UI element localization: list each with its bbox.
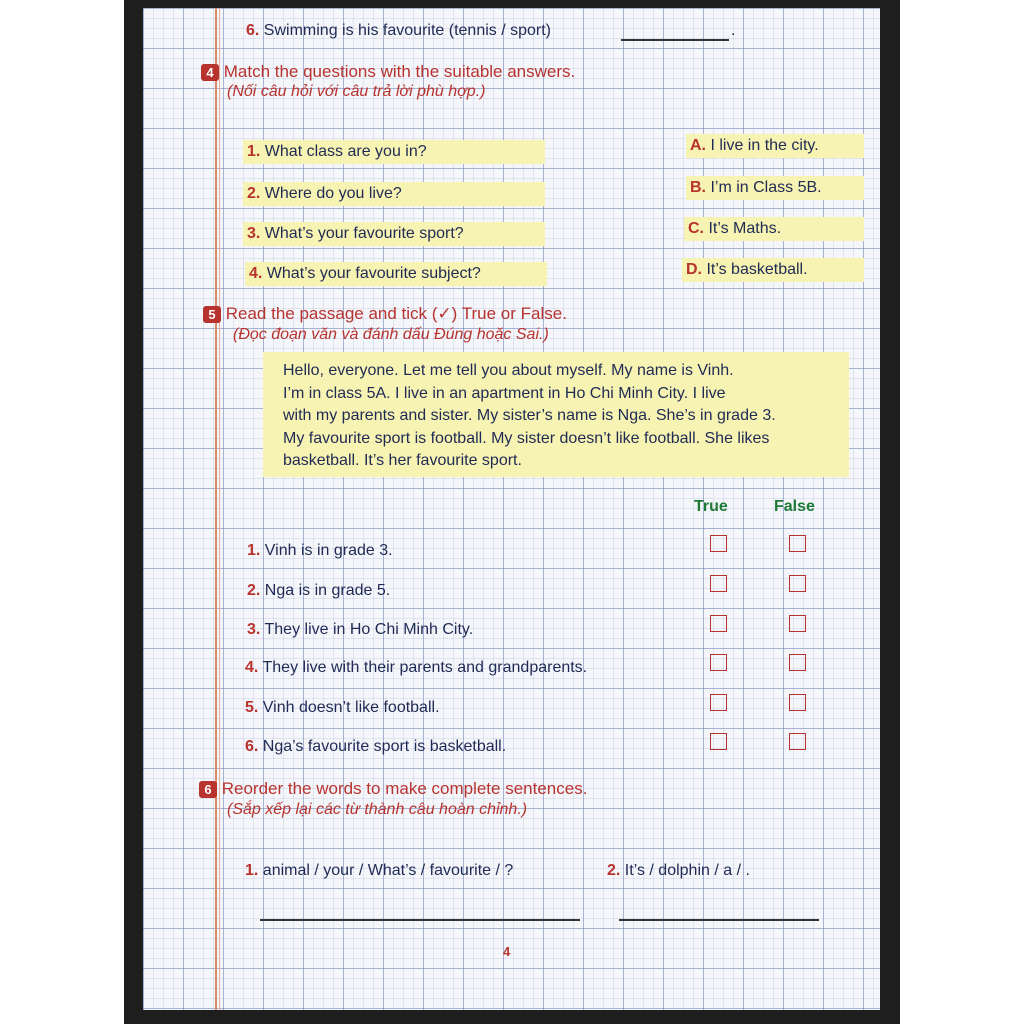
ex4-subtitle: (Nối câu hỏi với câu trả lời phù hợp.) — [227, 83, 486, 100]
true-checkbox-2[interactable] — [710, 575, 727, 592]
ex5-subtitle: (Đọc đoạn văn và đánh dấu Đúng hoặc Sai.) — [233, 326, 549, 343]
passage-line: with my parents and sister. My sister’s name is Nga. She’s in grade 3. — [283, 407, 776, 424]
statement-number: 4. — [245, 659, 259, 676]
statement-number: 2. — [247, 582, 261, 599]
ex6-title: Reorder the words to make complete sentences. — [221, 779, 588, 798]
statement-text: Nga’s favourite sport is basketball. — [262, 738, 507, 755]
answer-text: It’s basketball. — [706, 261, 808, 278]
false-checkbox-1[interactable] — [789, 535, 806, 552]
statement-3 — [247, 621, 473, 639]
answer-line-2[interactable] — [619, 919, 819, 921]
ex5-heading — [203, 304, 567, 324]
true-checkbox-4[interactable] — [710, 654, 727, 671]
page-number: 4 — [503, 944, 511, 959]
false-checkbox-6[interactable] — [789, 733, 806, 750]
statement-text: Nga is in grade 5. — [264, 582, 391, 599]
statement-number: 1. — [247, 542, 261, 559]
question-number: 2. — [247, 185, 261, 202]
true-checkbox-6[interactable] — [710, 733, 727, 750]
reorder-number: 2. — [607, 862, 621, 879]
statement-text: They live with their parents and grandparents. — [262, 659, 588, 676]
ex6-heading — [199, 779, 587, 799]
statement-1 — [247, 542, 393, 560]
statement-text: Vinh doesn’t like football. — [262, 699, 440, 716]
question-number: 1. — [247, 143, 261, 160]
worksheet-page — [143, 8, 880, 1010]
answer-letter: C. — [688, 220, 704, 237]
question-text: What’s your favourite sport? — [264, 225, 464, 242]
question-3[interactable] — [243, 222, 545, 246]
false-checkbox-3[interactable] — [789, 615, 806, 632]
statement-4 — [245, 659, 587, 677]
statement-text: Vinh is in grade 3. — [264, 542, 393, 559]
question-number: 3. — [247, 225, 261, 242]
statement-6 — [245, 738, 506, 756]
question-2[interactable] — [243, 182, 545, 206]
false-checkbox-2[interactable] — [789, 575, 806, 592]
answer-text: It’s Maths. — [708, 220, 782, 237]
ex5-badge: 5 — [203, 306, 221, 323]
ex4-title: Match the questions with the suitable answers. — [223, 62, 576, 81]
answer-line[interactable] — [621, 39, 729, 41]
question-text: What’s your favourite subject? — [266, 265, 481, 282]
false-checkbox-5[interactable] — [789, 694, 806, 711]
question-text: What class are you in? — [264, 143, 427, 160]
false-column-header: False — [774, 498, 815, 515]
statement-number: 6. — [245, 738, 259, 755]
answer-text: I live in the city. — [710, 137, 819, 154]
answer-b[interactable] — [686, 176, 864, 200]
top-item-text: Swimming is his favourite (tennis / sport) — [263, 22, 551, 39]
answer-letter: D. — [686, 261, 702, 278]
ex4-badge: 4 — [201, 64, 219, 81]
statement-number: 3. — [247, 621, 261, 638]
question-number: 4. — [249, 265, 263, 282]
top-item-end: . — [731, 22, 736, 39]
answer-text: I’m in Class 5B. — [710, 179, 822, 196]
answer-line-1[interactable] — [260, 919, 580, 921]
ex6-subtitle: (Sắp xếp lại các từ thành câu hoàn chỉnh.) — [227, 801, 528, 818]
top-item-number: 6. — [246, 22, 260, 39]
reorder-item-1 — [245, 862, 513, 880]
passage-line: I’m in class 5A. I live in an apartment in Ho Chi Minh City. I live — [283, 384, 726, 402]
answer-letter: B. — [690, 179, 706, 196]
reorder-item-2 — [607, 862, 750, 880]
reorder-number: 1. — [245, 862, 259, 879]
ex5-title: Read the passage and tick (✓) True or False. — [225, 304, 567, 323]
statement-text: They live in Ho Chi Minh City. — [264, 621, 474, 638]
statement-number: 5. — [245, 699, 259, 716]
false-checkbox-4[interactable] — [789, 654, 806, 671]
passage-line: Hello, everyone. Let me tell you about myself. My name is Vinh. — [283, 362, 734, 379]
true-checkbox-1[interactable] — [710, 535, 727, 552]
reorder-text: It’s / dolphin / a / . — [624, 862, 750, 879]
true-checkbox-5[interactable] — [710, 694, 727, 711]
top-item — [246, 22, 551, 40]
answer-a[interactable] — [686, 134, 864, 158]
ex4-heading — [201, 62, 575, 82]
answer-d[interactable] — [682, 258, 864, 282]
reorder-text: animal / your / What’s / favourite / ? — [262, 862, 514, 879]
margin-line-inner — [219, 8, 220, 1010]
statement-2 — [247, 582, 390, 600]
reading-passage — [263, 352, 849, 477]
question-4[interactable] — [245, 262, 547, 286]
true-column-header: True — [694, 498, 728, 515]
question-1[interactable] — [243, 140, 545, 164]
ex6-badge: 6 — [199, 781, 217, 798]
statement-5 — [245, 699, 440, 717]
passage-line: My favourite sport is football. My sister doesn’t like football. She likes — [283, 429, 770, 447]
true-checkbox-3[interactable] — [710, 615, 727, 632]
margin-line — [215, 8, 217, 1010]
answer-letter: A. — [690, 137, 706, 154]
question-text: Where do you live? — [264, 185, 402, 202]
answer-c[interactable] — [684, 217, 864, 241]
passage-line: basketball. It’s her favourite sport. — [283, 452, 522, 469]
